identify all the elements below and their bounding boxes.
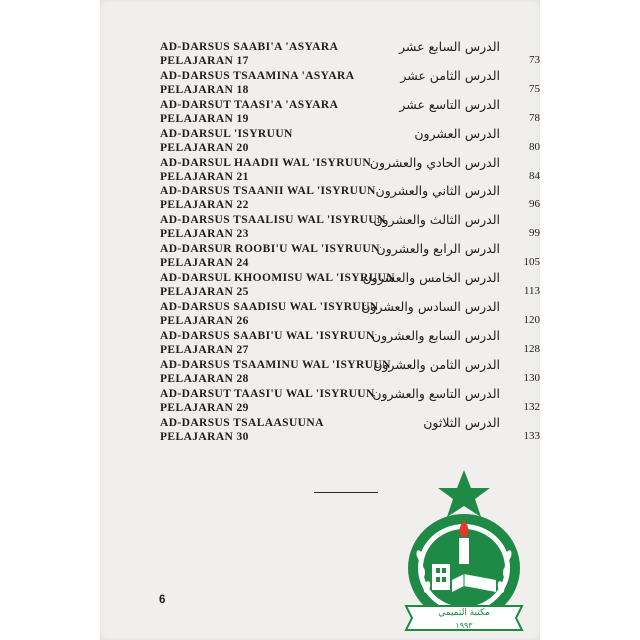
- entry-latin-title: AD-DARSUS TSAAMINU WAL 'ISYRUUN: [160, 358, 391, 371]
- entry-latin-title: AD-DARSUS SAADISU WAL 'ISYRUUN: [160, 301, 379, 314]
- entry-arabic-title: الدرس الخامس والعشرون: [362, 270, 500, 286]
- entry-latin-title: AD-DARSUS TSAAMINA 'ASYARA: [160, 69, 355, 82]
- toc-entry: [160, 40, 540, 69]
- entry-lesson-label: PELAJARAN 30: [160, 430, 249, 443]
- entry-arabic-title: الدرس العشرون: [414, 125, 500, 141]
- table-of-contents: [160, 40, 540, 444]
- entry-latin-title: AD-DARSUT TAASI'A 'ASYARA: [160, 98, 339, 111]
- entry-lesson-label: PELAJARAN 17: [160, 55, 249, 67]
- entry-latin-title: AD-DARSUL 'ISYRUUN: [160, 127, 293, 140]
- star-icon: [438, 470, 490, 517]
- entry-page-number: 80: [529, 140, 540, 153]
- entry-arabic-title: الدرس التاسع عشر: [399, 96, 500, 112]
- page-number: 6: [159, 594, 166, 606]
- entry-page-number: 96: [529, 198, 540, 211]
- toc-entry: [160, 300, 540, 329]
- entry-arabic-title: الدرس الثاني والعشرون: [375, 183, 500, 199]
- toc-entry: [160, 127, 540, 156]
- entry-page-number: 73: [529, 54, 540, 66]
- entry-page-number: 78: [529, 111, 540, 124]
- entry-page-number: 75: [529, 82, 540, 95]
- entry-lesson-label: PELAJARAN 20: [160, 141, 249, 154]
- toc-entry: [160, 358, 540, 387]
- toc-entry: [160, 69, 540, 98]
- entry-latin-title: AD-DARSUL HAADII WAL 'ISYRUUN: [160, 156, 372, 169]
- entry-arabic-title: الدرس الثامن عشر: [400, 67, 500, 83]
- entry-latin-title: AD-DARSUS TSAANII WAL 'ISYRUUN: [160, 185, 376, 198]
- toc-entry: [160, 271, 540, 300]
- entry-lesson-label: PELAJARAN 26: [160, 315, 249, 328]
- entry-lesson-label: PELAJARAN 24: [160, 257, 249, 270]
- entry-lesson-label: PELAJARAN 18: [160, 83, 249, 96]
- entry-latin-title: AD-DARSUT TAASI'U WAL 'ISYRUUN: [160, 387, 375, 400]
- entry-page-number: 105: [523, 256, 540, 269]
- entry-lesson-label: PELAJARAN 21: [160, 170, 249, 183]
- entry-latin-title: AD-DARSUS SAABI'A 'ASYARA: [160, 41, 339, 53]
- entry-lesson-label: PELAJARAN 25: [160, 286, 249, 299]
- entry-arabic-title: الدرس الثامن والعشرون: [373, 356, 500, 372]
- entry-page-number: 130: [523, 371, 540, 384]
- toc-entry: [160, 213, 540, 242]
- entry-latin-title: AD-DARSUS SAABI'U WAL 'ISYRUUN: [160, 329, 375, 342]
- entry-page-number: 128: [523, 342, 540, 355]
- entry-latin-title: AD-DARSUL KHOOMISU WAL 'ISYRUUN: [160, 272, 395, 285]
- toc-entry: [160, 387, 540, 416]
- divider-line: [314, 492, 378, 493]
- entry-lesson-label: PELAJARAN 27: [160, 343, 249, 356]
- entry-lesson-label: PELAJARAN 19: [160, 112, 249, 125]
- entry-arabic-title: الدرس السابع والعشرون: [371, 327, 500, 343]
- toc-entry: [160, 416, 540, 445]
- building-icon: [432, 564, 450, 590]
- toc-entry: [160, 184, 540, 213]
- entry-arabic-title: الدرس السادس والعشرون: [361, 299, 500, 315]
- candle-icon: [459, 538, 469, 564]
- entry-arabic-title: الدرس التاسع والعشرون: [372, 385, 500, 401]
- entry-page-number: 113: [523, 285, 540, 298]
- entry-lesson-label: PELAJARAN 28: [160, 372, 249, 385]
- toc-entry: [160, 98, 540, 127]
- entry-page-number: 99: [529, 227, 540, 240]
- entry-latin-title: AD-DARSUS TSAALISU WAL 'ISYRUUN: [160, 214, 386, 227]
- entry-page-number: 120: [523, 314, 540, 327]
- entry-lesson-label: PELAJARAN 29: [160, 401, 249, 414]
- toc-entry: [160, 329, 540, 358]
- logo-year-text: ١٩٩٣: [455, 621, 473, 630]
- entry-arabic-title: الدرس الثلاثون: [423, 414, 500, 430]
- entry-page-number: 133: [523, 429, 540, 442]
- entry-lesson-label: PELAJARAN 23: [160, 228, 249, 241]
- entry-arabic-title: الدرس الرابع والعشرون: [376, 241, 500, 257]
- entry-arabic-title: الدرس الثالث والعشرون: [373, 212, 500, 228]
- entry-page-number: 132: [523, 400, 540, 413]
- entry-latin-title: AD-DARSUR ROOBI'U WAL 'ISYRUUN: [160, 243, 380, 256]
- publisher-logo-icon: [400, 468, 528, 636]
- entry-arabic-title: الدرس السابع عشر: [399, 39, 500, 54]
- entry-latin-title: AD-DARSUS TSALAASUUNA: [160, 416, 324, 429]
- entry-lesson-label: PELAJARAN 22: [160, 199, 249, 212]
- toc-entry: [160, 242, 540, 271]
- toc-entry: [160, 156, 540, 185]
- entry-arabic-title: الدرس الحادي والعشرون: [369, 154, 500, 170]
- logo-name-text: مكتبة التميمي: [438, 608, 490, 618]
- entry-page-number: 84: [529, 169, 540, 182]
